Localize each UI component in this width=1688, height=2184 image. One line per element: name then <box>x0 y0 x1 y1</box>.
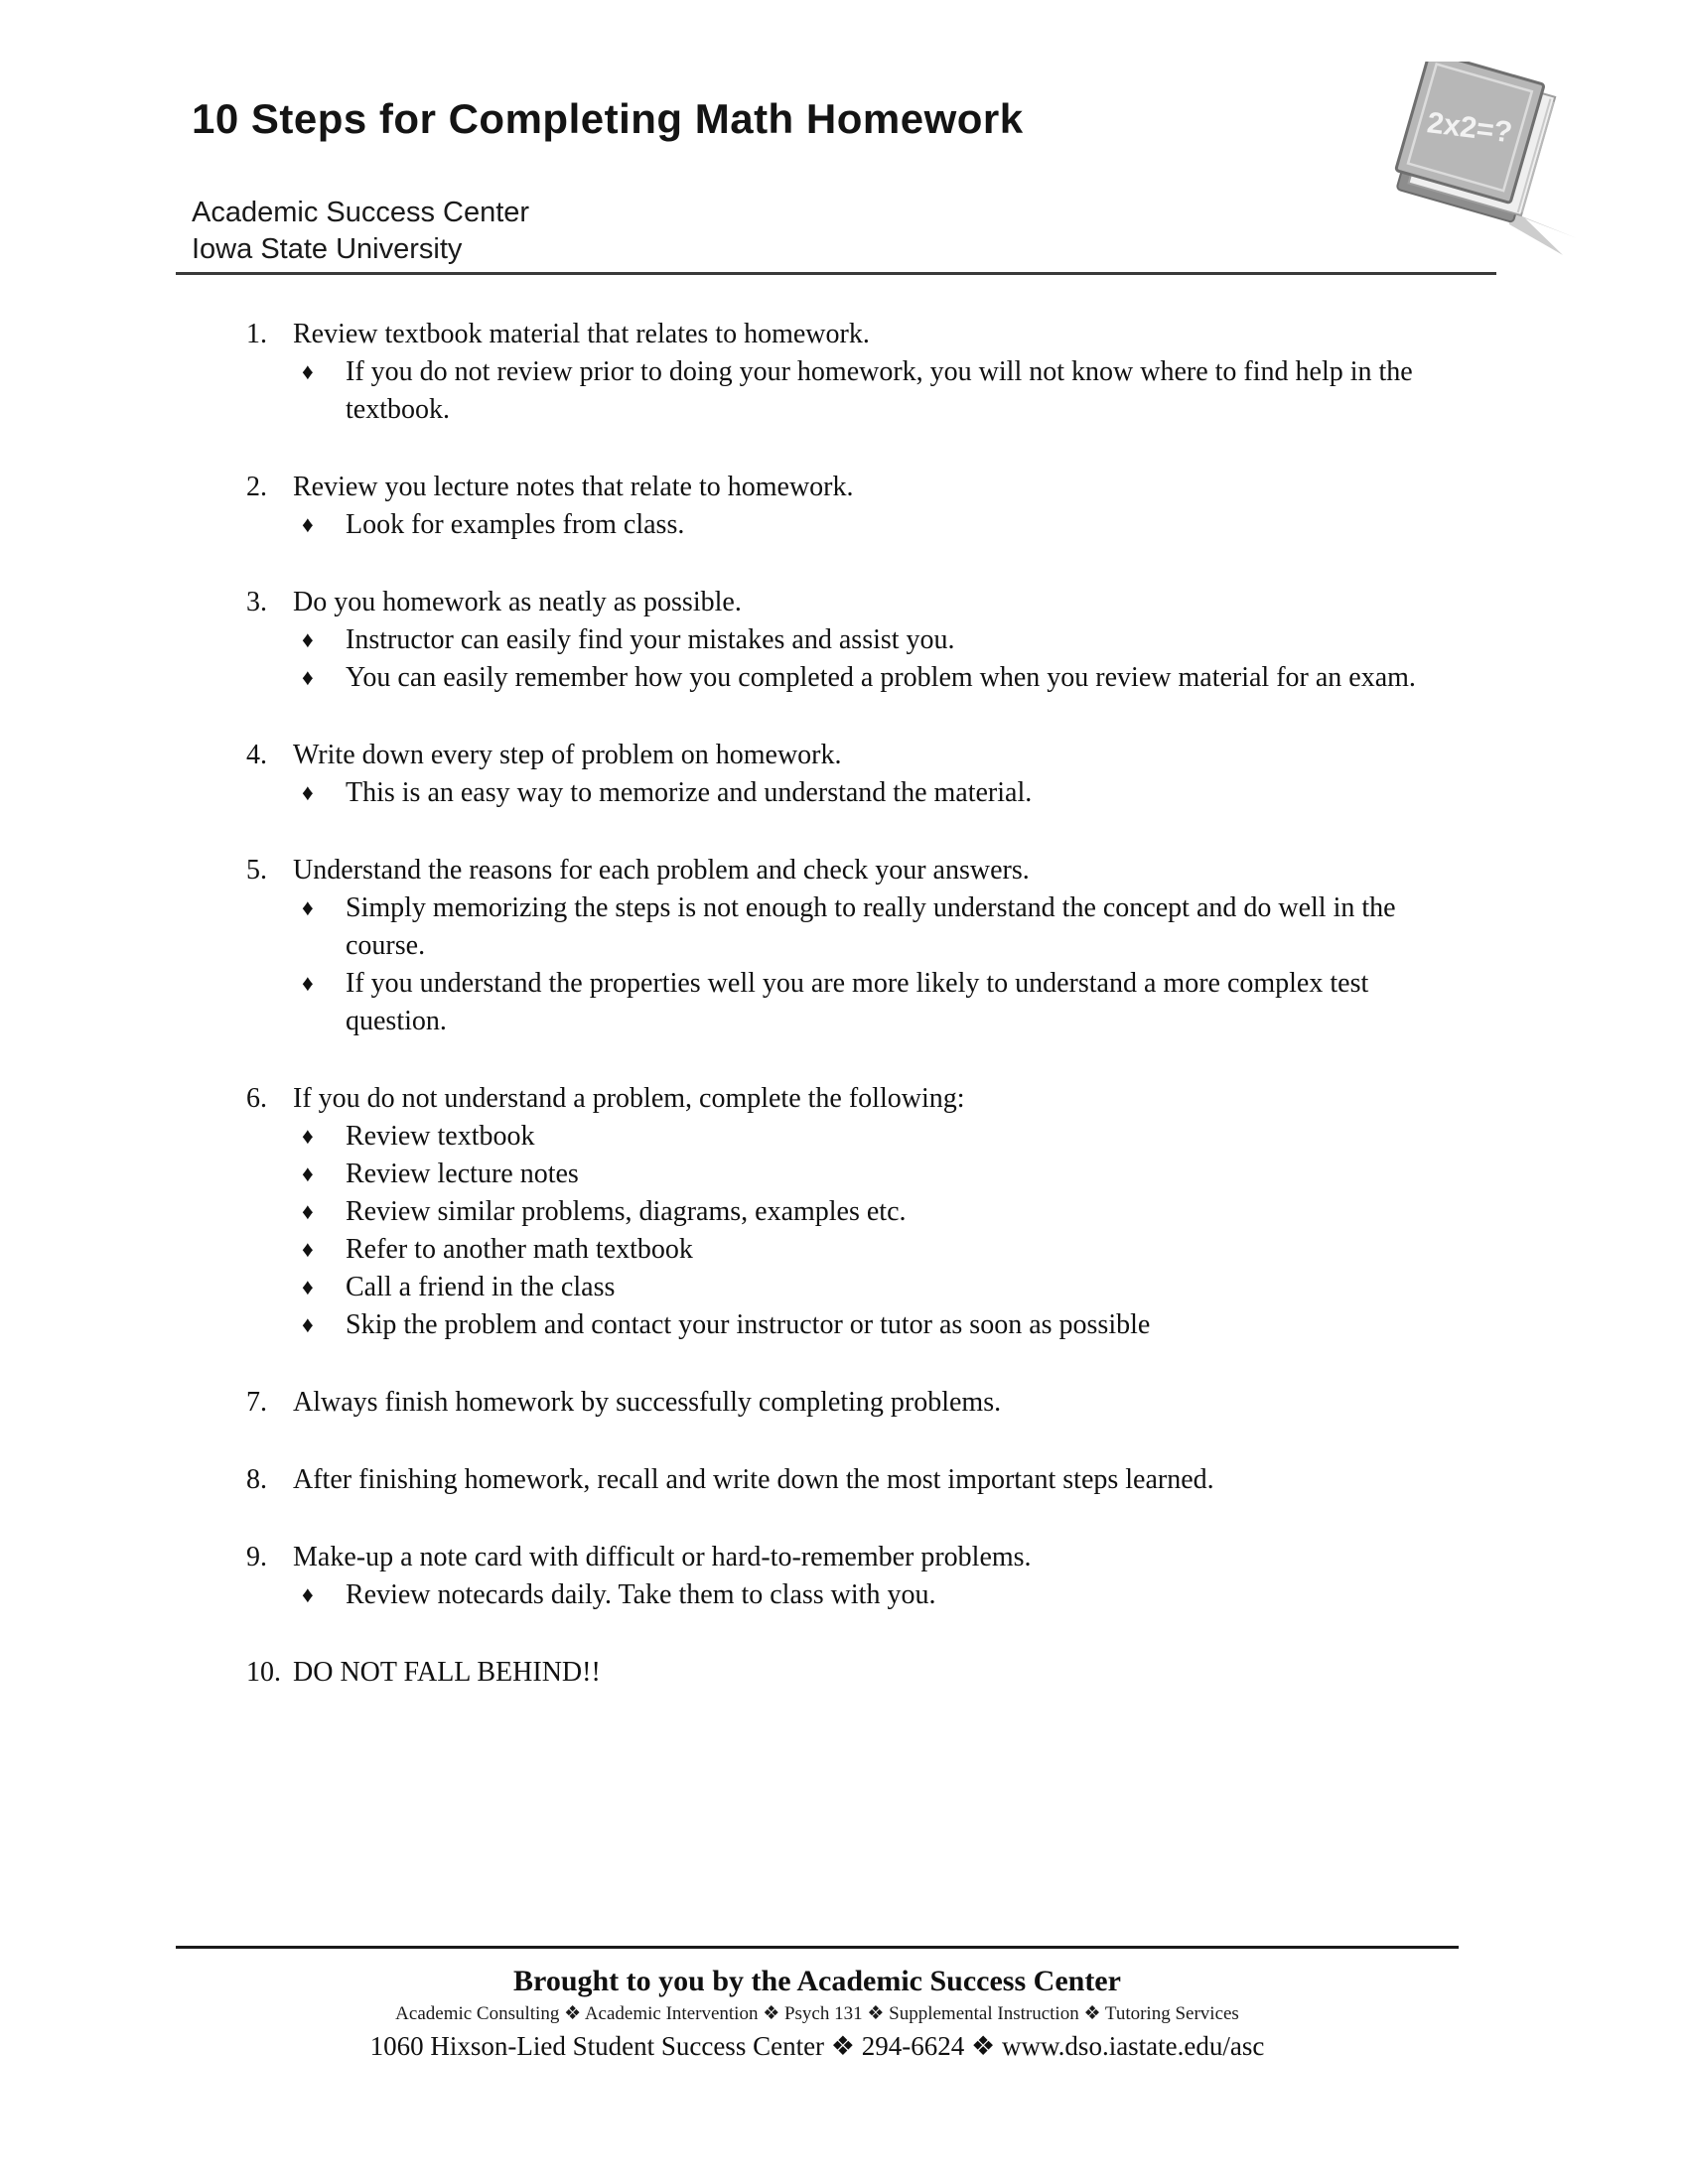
sub-bullet-text: If you understand the properties well you are more likely to understand a more complex test question. <box>346 968 1369 1036</box>
sub-bullet <box>246 1576 1453 1614</box>
step-heading <box>246 1654 1453 1692</box>
sub-bullet-text: Review textbook <box>346 1121 535 1152</box>
sub-bullet <box>246 353 1453 429</box>
step-number: 9. <box>246 1542 267 1572</box>
step-item <box>246 316 1453 429</box>
step-item <box>246 737 1453 812</box>
sub-bullet <box>246 1156 1453 1193</box>
step-item <box>246 1461 1453 1499</box>
step-heading <box>246 1080 1453 1118</box>
sub-bullet <box>246 774 1453 812</box>
sub-bullet <box>246 659 1453 697</box>
step-heading <box>246 316 1453 353</box>
step-number: 10. <box>246 1657 281 1688</box>
sub-bullet <box>246 889 1453 965</box>
diamond-bullet-icon: ♦ <box>302 1582 314 1607</box>
diamond-bullet-icon: ♦ <box>302 780 314 805</box>
diamond-bullet-icon: ♦ <box>302 512 314 537</box>
book-cover-label: 2x2=? <box>1425 106 1514 150</box>
sub-bullet <box>246 506 1453 544</box>
sub-bullet <box>246 621 1453 659</box>
diamond-bullet-icon: ♦ <box>302 1312 314 1337</box>
step-text: DO NOT FALL BEHIND!! <box>293 1657 601 1688</box>
sub-bullet-text: Review notecards daily. Take them to class with you. <box>346 1579 936 1610</box>
org-block <box>192 195 529 268</box>
step-text: After finishing homework, recall and write down the most important steps learned. <box>293 1464 1214 1495</box>
sub-bullet-text: If you do not review prior to doing your homework, you will not know where to find help in the textbook. <box>346 356 1413 425</box>
math-book-clipart-icon <box>1368 62 1582 255</box>
step-number: 1. <box>246 319 267 349</box>
sub-bullet <box>246 1193 1453 1231</box>
header-divider <box>176 272 1496 275</box>
step-text: If you do not understand a problem, complete the following: <box>293 1083 965 1114</box>
step-text: Always finish homework by successfully completing problems. <box>293 1387 1002 1418</box>
sub-bullet-text: This is an easy way to memorize and understand the material. <box>346 777 1033 808</box>
sub-bullet-text: Skip the problem and contact your instructor or tutor as soon as possible <box>346 1309 1151 1340</box>
step-heading <box>246 1539 1453 1576</box>
footer-services-line: Academic Consulting ❖ Academic Intervention ❖ Psych 131 ❖ Supplemental Instruction ❖ Tutoring Services <box>395 2003 1239 2024</box>
step-item <box>246 852 1453 1040</box>
step-number: 6. <box>246 1083 267 1114</box>
step-heading <box>246 1461 1453 1499</box>
book-shadow-burst <box>1507 210 1577 255</box>
step-text: Do you homework as neatly as possible. <box>293 587 742 617</box>
step-item <box>246 1080 1453 1344</box>
step-text: Write down every step of problem on homework. <box>293 740 842 770</box>
step-heading <box>246 852 1453 889</box>
step-text: Make-up a note card with difficult or hard-to-remember problems. <box>293 1542 1032 1572</box>
sub-bullet <box>246 965 1453 1040</box>
step-heading <box>246 737 1453 774</box>
sub-bullet <box>246 1118 1453 1156</box>
sub-bullet-text: Instructor can easily find your mistakes and assist you. <box>346 624 955 655</box>
diamond-bullet-icon: ♦ <box>302 359 314 384</box>
step-item <box>246 1654 1453 1692</box>
step-item <box>246 584 1453 697</box>
sub-bullet-text: Call a friend in the class <box>346 1272 616 1302</box>
step-number: 5. <box>246 855 267 886</box>
page-title: 10 Steps for Completing Math Homework <box>192 95 1024 142</box>
diamond-bullet-icon: ♦ <box>302 1124 314 1149</box>
document-footer <box>176 1946 1459 2064</box>
footer-heading: Brought to you by the Academic Success Center <box>513 1965 1121 1997</box>
step-heading <box>246 584 1453 621</box>
step-item <box>246 1539 1453 1614</box>
step-text: Review textbook material that relates to homework. <box>293 319 870 349</box>
sub-bullet-text: Review similar problems, diagrams, examples etc. <box>346 1196 907 1227</box>
sub-bullet-text: Look for examples from class. <box>346 509 685 540</box>
step-heading <box>246 469 1453 506</box>
org-line-2: Iowa State University <box>192 233 463 265</box>
footer-address-line: 1060 Hixson-Lied Student Success Center ❖ 294-6624 ❖ www.dso.iastate.edu/asc <box>369 2031 1265 2061</box>
step-number: 8. <box>246 1464 267 1495</box>
diamond-bullet-icon: ♦ <box>302 665 314 690</box>
sub-bullet <box>246 1306 1453 1344</box>
diamond-bullet-icon: ♦ <box>302 1199 314 1224</box>
diamond-bullet-icon: ♦ <box>302 895 314 920</box>
step-number: 7. <box>246 1387 267 1418</box>
diamond-bullet-icon: ♦ <box>302 1237 314 1262</box>
diamond-bullet-icon: ♦ <box>302 627 314 652</box>
diamond-bullet-icon: ♦ <box>302 1161 314 1186</box>
sub-bullet <box>246 1231 1453 1269</box>
sub-bullet-text: You can easily remember how you completed a problem when you review material for an exam. <box>346 662 1416 693</box>
sub-bullet <box>246 1269 1453 1306</box>
sub-bullet-text: Simply memorizing the steps is not enough to really understand the concept and do well in the course. <box>346 892 1396 961</box>
step-heading <box>246 1384 1453 1422</box>
step-item <box>246 1384 1453 1422</box>
sub-bullet-text: Refer to another math textbook <box>346 1234 693 1265</box>
org-line-1: Academic Success Center <box>192 197 530 228</box>
step-number: 3. <box>246 587 267 617</box>
step-text: Understand the reasons for each problem and check your answers. <box>293 855 1030 886</box>
step-number: 4. <box>246 740 267 770</box>
diamond-bullet-icon: ♦ <box>302 971 314 996</box>
step-item <box>246 469 1453 544</box>
steps-list <box>246 316 1453 1731</box>
sub-bullet-text: Review lecture notes <box>346 1159 579 1189</box>
step-number: 2. <box>246 472 267 502</box>
step-text: Review you lecture notes that relate to homework. <box>293 472 854 502</box>
diamond-bullet-icon: ♦ <box>302 1275 314 1299</box>
footer-divider <box>176 1946 1459 1949</box>
